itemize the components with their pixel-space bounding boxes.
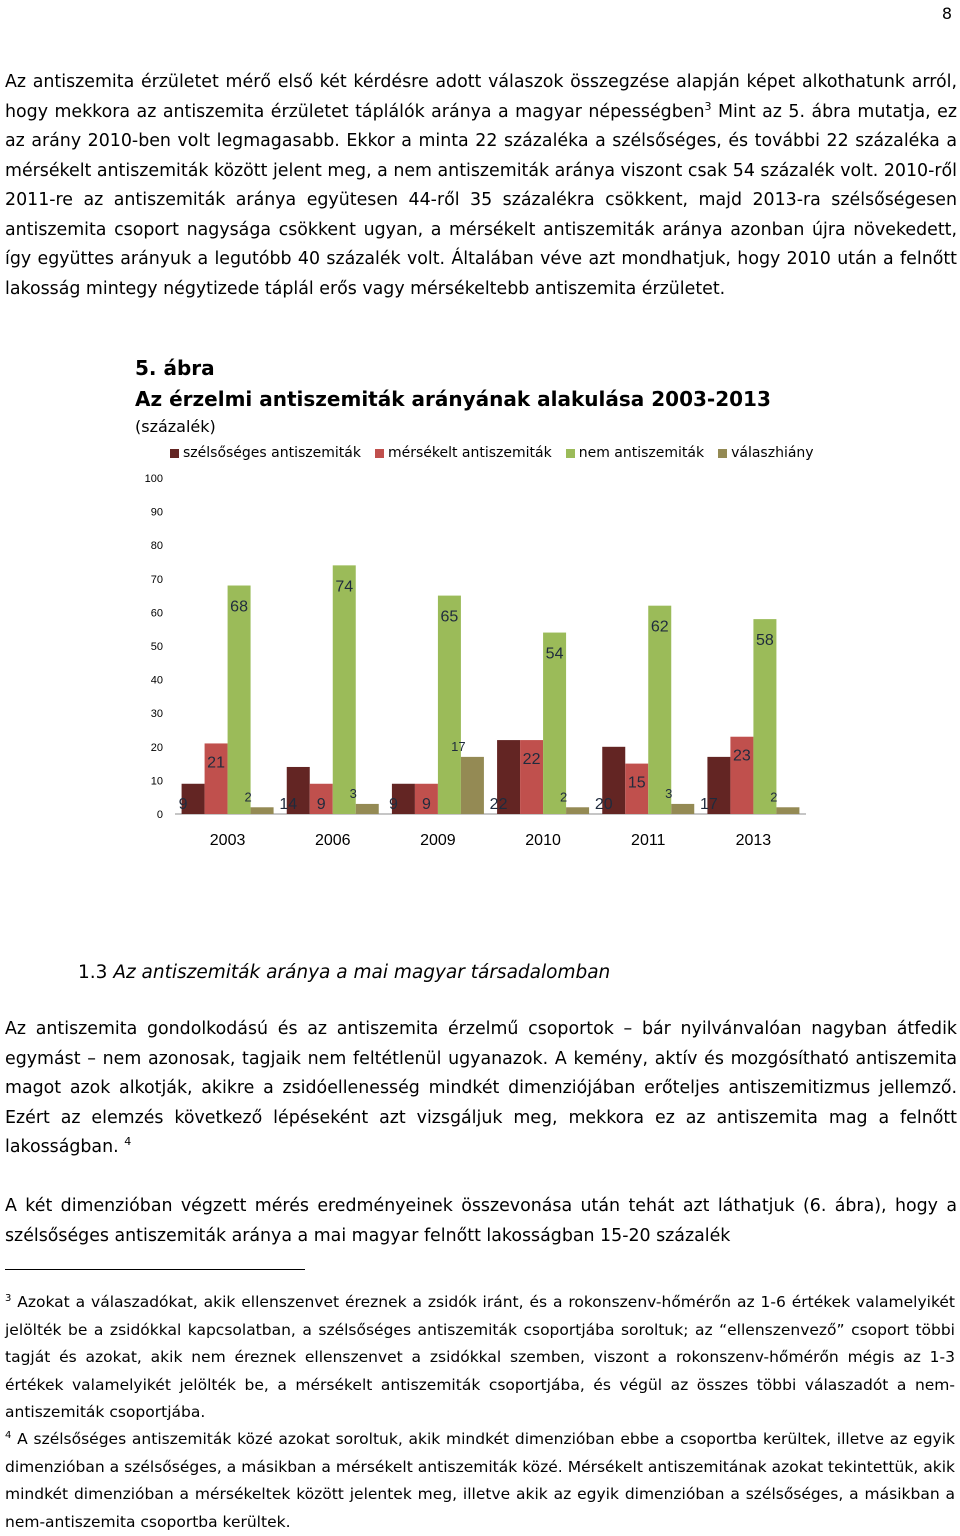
bar-2-2009 (438, 596, 461, 814)
bar-2-2011 (648, 606, 671, 814)
data-label-3-2006: 3 (349, 785, 357, 801)
data-label-3-2010: 2 (559, 789, 568, 805)
data-label-1-2013: 23 (733, 747, 751, 765)
bar-3-2006 (356, 804, 379, 814)
page-number: 8 (941, 4, 952, 23)
footnote-3 (5, 1285, 955, 1427)
footnote-separator (5, 1269, 305, 1270)
y-tick-label: 60 (150, 607, 163, 620)
y-tick-label: 90 (150, 506, 163, 519)
y-tick-label: 50 (150, 641, 163, 653)
bar-3-2009 (461, 757, 484, 814)
bar-3-2013 (776, 807, 799, 814)
bar-3-2003 (251, 807, 274, 814)
bar-2-2003 (228, 586, 251, 814)
bar-3-2011 (671, 804, 694, 814)
section-title: Az antiszemiták aránya a mai magyar társadalomban (113, 962, 611, 983)
data-label-0-2011: 20 (594, 796, 613, 813)
data-label-0-2009: 9 (388, 796, 398, 813)
y-tick-label: 40 (150, 674, 163, 687)
data-label-1-2003: 21 (207, 754, 225, 772)
data-label-1-2010: 22 (522, 751, 541, 769)
legend-label-extreme: szélsőséges antiszemiták (183, 445, 361, 461)
figure-number: 5. ábra (135, 356, 215, 380)
x-tick-label: 2009 (420, 832, 456, 849)
footnote-3-mark: 3 (5, 1293, 12, 1304)
figure-subtitle: (százalék) (135, 417, 216, 436)
legend-label-non: nem antiszemiták (578, 445, 705, 461)
data-label-1-2011: 15 (627, 774, 646, 792)
data-label-3-2011: 3 (665, 785, 673, 801)
section-number: 1.3 (78, 962, 108, 983)
data-label-2-2006: 74 (335, 578, 354, 596)
x-tick-label: 2003 (209, 832, 246, 849)
legend-item-non (566, 445, 704, 461)
data-label-2-2013: 58 (756, 632, 774, 650)
data-label-1-2006: 9 (316, 796, 326, 813)
y-tick-label: 30 (150, 708, 163, 721)
paragraph-1-rest: Mint az 5. ábra mutatja, ez az arány 2010-ben volt legmagasabb. Ekkor a minta 22 százaléka a szélsőséges, és további 22 százaléka a mérsékelt antiszemiták között jelent meg, a nem antiszemiták aránya viszont csak 54 százalék volt. 2010-ről 2011-re az antiszemiták aránya együtesen 44-ről 35 százalékra csökkent, majd 2013-ra szélsőségesen antiszemita csoport nagysága csökkent ugyan, a mérsékelt antiszemiták aránya azonban újra növekedett, így együttes arányuk a legutóbb 40 százalék volt. Általában véve azt mondhatjuk, hogy 2010 után a felnőtt lakosság mintegy négytizede táplál erős vagy mérsékeltebb antiszemita érzületet. (5, 101, 958, 299)
paragraph-2 (5, 1015, 957, 1163)
bar-3-2010 (566, 807, 589, 814)
y-tick-label: 100 (144, 473, 163, 485)
y-tick-label: 0 (156, 809, 163, 821)
data-label-2-2011: 62 (650, 618, 669, 636)
footnote-ref-3: 3 (704, 99, 712, 113)
legend-item-missing (718, 445, 813, 461)
data-label-3-2003: 2 (244, 789, 252, 805)
legend-item-extreme (170, 445, 361, 461)
data-label-2-2009: 65 (440, 608, 459, 626)
data-label-2-2003: 68 (230, 598, 248, 616)
data-label-0-2003: 9 (178, 796, 188, 813)
legend-item-moderate (375, 445, 552, 461)
legend-label-missing: válaszhiány (731, 445, 814, 461)
data-label-0-2006: 14 (279, 796, 298, 813)
paragraph-1 (5, 68, 957, 304)
data-label-3-2009: 17 (451, 738, 466, 754)
legend-label-moderate: mérsékelt antiszemiták (387, 445, 552, 461)
y-tick-label: 10 (150, 775, 163, 788)
footnote-3-text: Azokat a válaszadókat, akik ellenszenvet éreznek a zsidók iránt, és a rokonszenv-hőmérőn az 1-6 értékek valamelyikét jelölték be a zsidókkal kapcsolatban, a szélsőséges antiszemiták csoportjába soroltuk; az “ellenszenvező” csoport többi tagját és azokat, akik nem éreznek ellenszenvet a zsidókkal szemben, viszont a rokonszenv-hőmérőn mégis az 1-3 értékek valamelyikét jelölték be, a mérsékelt antiszemiták csoportjába, és végül az összes többi válaszadót a nem-antiszemiták csoportjába. (5, 1293, 955, 1422)
footnote-4-mark: 4 (5, 1430, 12, 1441)
bar-2-2006 (333, 565, 356, 814)
x-tick-label: 2010 (525, 832, 561, 849)
y-tick-label: 80 (150, 540, 163, 553)
data-label-2-2010: 54 (545, 645, 564, 663)
x-tick-label: 2006 (314, 832, 351, 849)
x-tick-label: 2013 (735, 832, 772, 849)
paragraph-1-text: Az antiszemita érzületet mérő első két kérdésre adott válaszok összegzése alapján képet alkothatunk arról, hogy mekkora az antiszemita érzületet táplálók aránya a magyar népességben (5, 72, 957, 122)
footnote-4-text: A szélsőséges antiszemiták közé azokat soroltuk, akik mindkét dimenzióban ebbe a csoportba kerültek, illetve az egyik dimenzióban a szélsőséges, a másikban a mérsékelt antiszemiták közé. Mérsékelt antiszemitának azokat tekintettük, akik mindkét dimenzióban a mérsékeltek között jelentek meg, illetve akik az egyik dimenzióban a szélsőséges, a másikban a nem-antiszemita csoportba kerültek. (5, 1430, 955, 1531)
bar-chart (130, 460, 820, 860)
footnote-ref-4: 4 (124, 1135, 132, 1149)
y-tick-label: 70 (150, 573, 163, 586)
data-label-0-2010: 22 (489, 796, 508, 813)
paragraph-3: A két dimenzióban végzett mérés eredményeinek összevonása után tehát azt láthatjuk (6. ábra), hogy a szélsőséges antiszemiták aránya a mai magyar felnőtt lakosságban 15-20 százalék (5, 1196, 957, 1246)
y-tick-label: 20 (150, 741, 163, 754)
chart-legend (170, 445, 814, 461)
footnote-4 (5, 1422, 955, 1536)
data-label-0-2013: 17 (700, 796, 718, 813)
section-heading (78, 962, 610, 983)
data-label-1-2009: 9 (421, 796, 431, 813)
x-tick-label: 2011 (631, 832, 666, 849)
data-label-3-2013: 2 (770, 789, 778, 805)
paragraph-2-text: Az antiszemita gondolkodású és az antiszemita érzelmű csoportok – bár nyilvánvalóan nagyban átfedik egymást – nem azonosak, tagjaik nem feltétlenül ugyanazok. A kemény, aktív és mozgósítható antiszemita magot azok alkotják, akikre a zsidóellenesség mindkét dimenziójában erőteljes antiszemitizmus jellemző. Ezért az elemzés következő lépéseként azt vizsgáljuk meg, mekkora ez az antiszemita mag a felnőtt lakosságban. (5, 1019, 957, 1157)
figure-title: Az érzelmi antiszemiták arányának alakulása 2003-2013 (135, 387, 771, 411)
